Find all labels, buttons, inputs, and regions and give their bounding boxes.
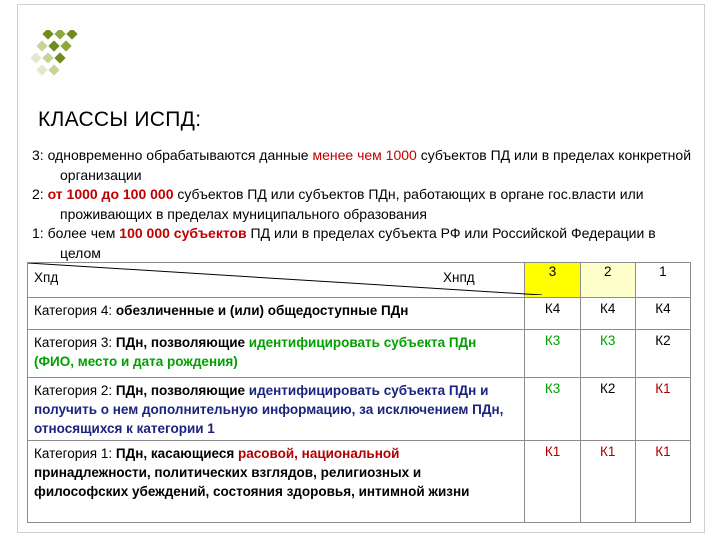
class-value: К3 (580, 330, 635, 378)
category-cell (28, 298, 525, 330)
category-cell (28, 330, 525, 378)
category-description-highlight: идентифицировать субъекта ПДн (ФИО, место и дата рождения) (34, 335, 477, 369)
category-cell (28, 441, 525, 523)
category-cell (28, 378, 525, 441)
header-level-2: 2 (580, 263, 635, 298)
class-value: К1 (635, 378, 690, 441)
table-row (28, 298, 691, 330)
header-level-3: 3 (525, 263, 580, 298)
header-xpd: Хпд (34, 270, 59, 285)
class-text: ПД или в пределах субъекта РФ или Российской Федерации в целом (60, 225, 656, 261)
class-item-1 (32, 224, 692, 263)
table-row (28, 378, 691, 441)
class-text: 1: более чем (32, 225, 120, 241)
category-description: принадлежности, политических взглядов, религиозных и философских убеждений, состояния здоровья, интимной жизни (34, 465, 470, 499)
decorative-diamond-pattern-icon (30, 30, 78, 78)
category-description-highlight: расовой, национальной (238, 446, 400, 461)
class-threshold: от 1000 до 100 000 (47, 186, 174, 202)
category-description-highlight: идентифицировать субъекта ПДн и получить о нем дополнительную информацию, за исключением ПДн, относящихся к категории 1 (34, 383, 504, 436)
class-value: К1 (525, 441, 580, 523)
classes-list (32, 146, 692, 263)
class-threshold: 100 000 субъектов (119, 225, 247, 241)
class-item-2 (32, 185, 692, 224)
class-text: 3: одновременно обрабатываются данные (32, 147, 313, 163)
class-value: К4 (580, 298, 635, 330)
class-text: субъектов ПД или субъектов ПДн, работающих в органе гос.власти или проживающих в пределах муниципального образования (60, 186, 644, 222)
class-value: К4 (635, 298, 690, 330)
class-value: К2 (635, 330, 690, 378)
category-label: Категория 4: (34, 303, 113, 318)
category-label: Категория 2: (34, 383, 113, 398)
category-description: ПДн, касающиеся (115, 446, 238, 461)
class-value: К2 (580, 378, 635, 441)
class-item-3 (32, 146, 692, 185)
page-title: КЛАССЫ ИСПД: (38, 108, 202, 131)
classification-table (27, 262, 691, 523)
table-header-row (28, 263, 691, 298)
category-description: обезличенные и (или) общедоступные ПДн (115, 303, 409, 318)
header-corner-cell (28, 263, 525, 298)
class-value: К1 (580, 441, 635, 523)
class-value: К4 (525, 298, 580, 330)
class-threshold: менее чем 1000 (312, 147, 417, 163)
category-label: Категория 1: (34, 446, 113, 461)
class-text: 2: (32, 186, 48, 202)
class-text: субъектов ПД или в пределах конкретной организации (60, 147, 692, 183)
class-value: К3 (525, 330, 580, 378)
category-description: ПДн, позволяющие (115, 383, 249, 398)
table-row (28, 441, 691, 523)
header-level-1: 1 (635, 263, 690, 298)
header-xnpd: Хнпд (443, 270, 475, 285)
class-value: К1 (635, 441, 690, 523)
class-value: К3 (525, 378, 580, 441)
category-description: ПДн, позволяющие (115, 335, 249, 350)
category-label: Категория 3: (34, 335, 113, 350)
table-row (28, 330, 691, 378)
